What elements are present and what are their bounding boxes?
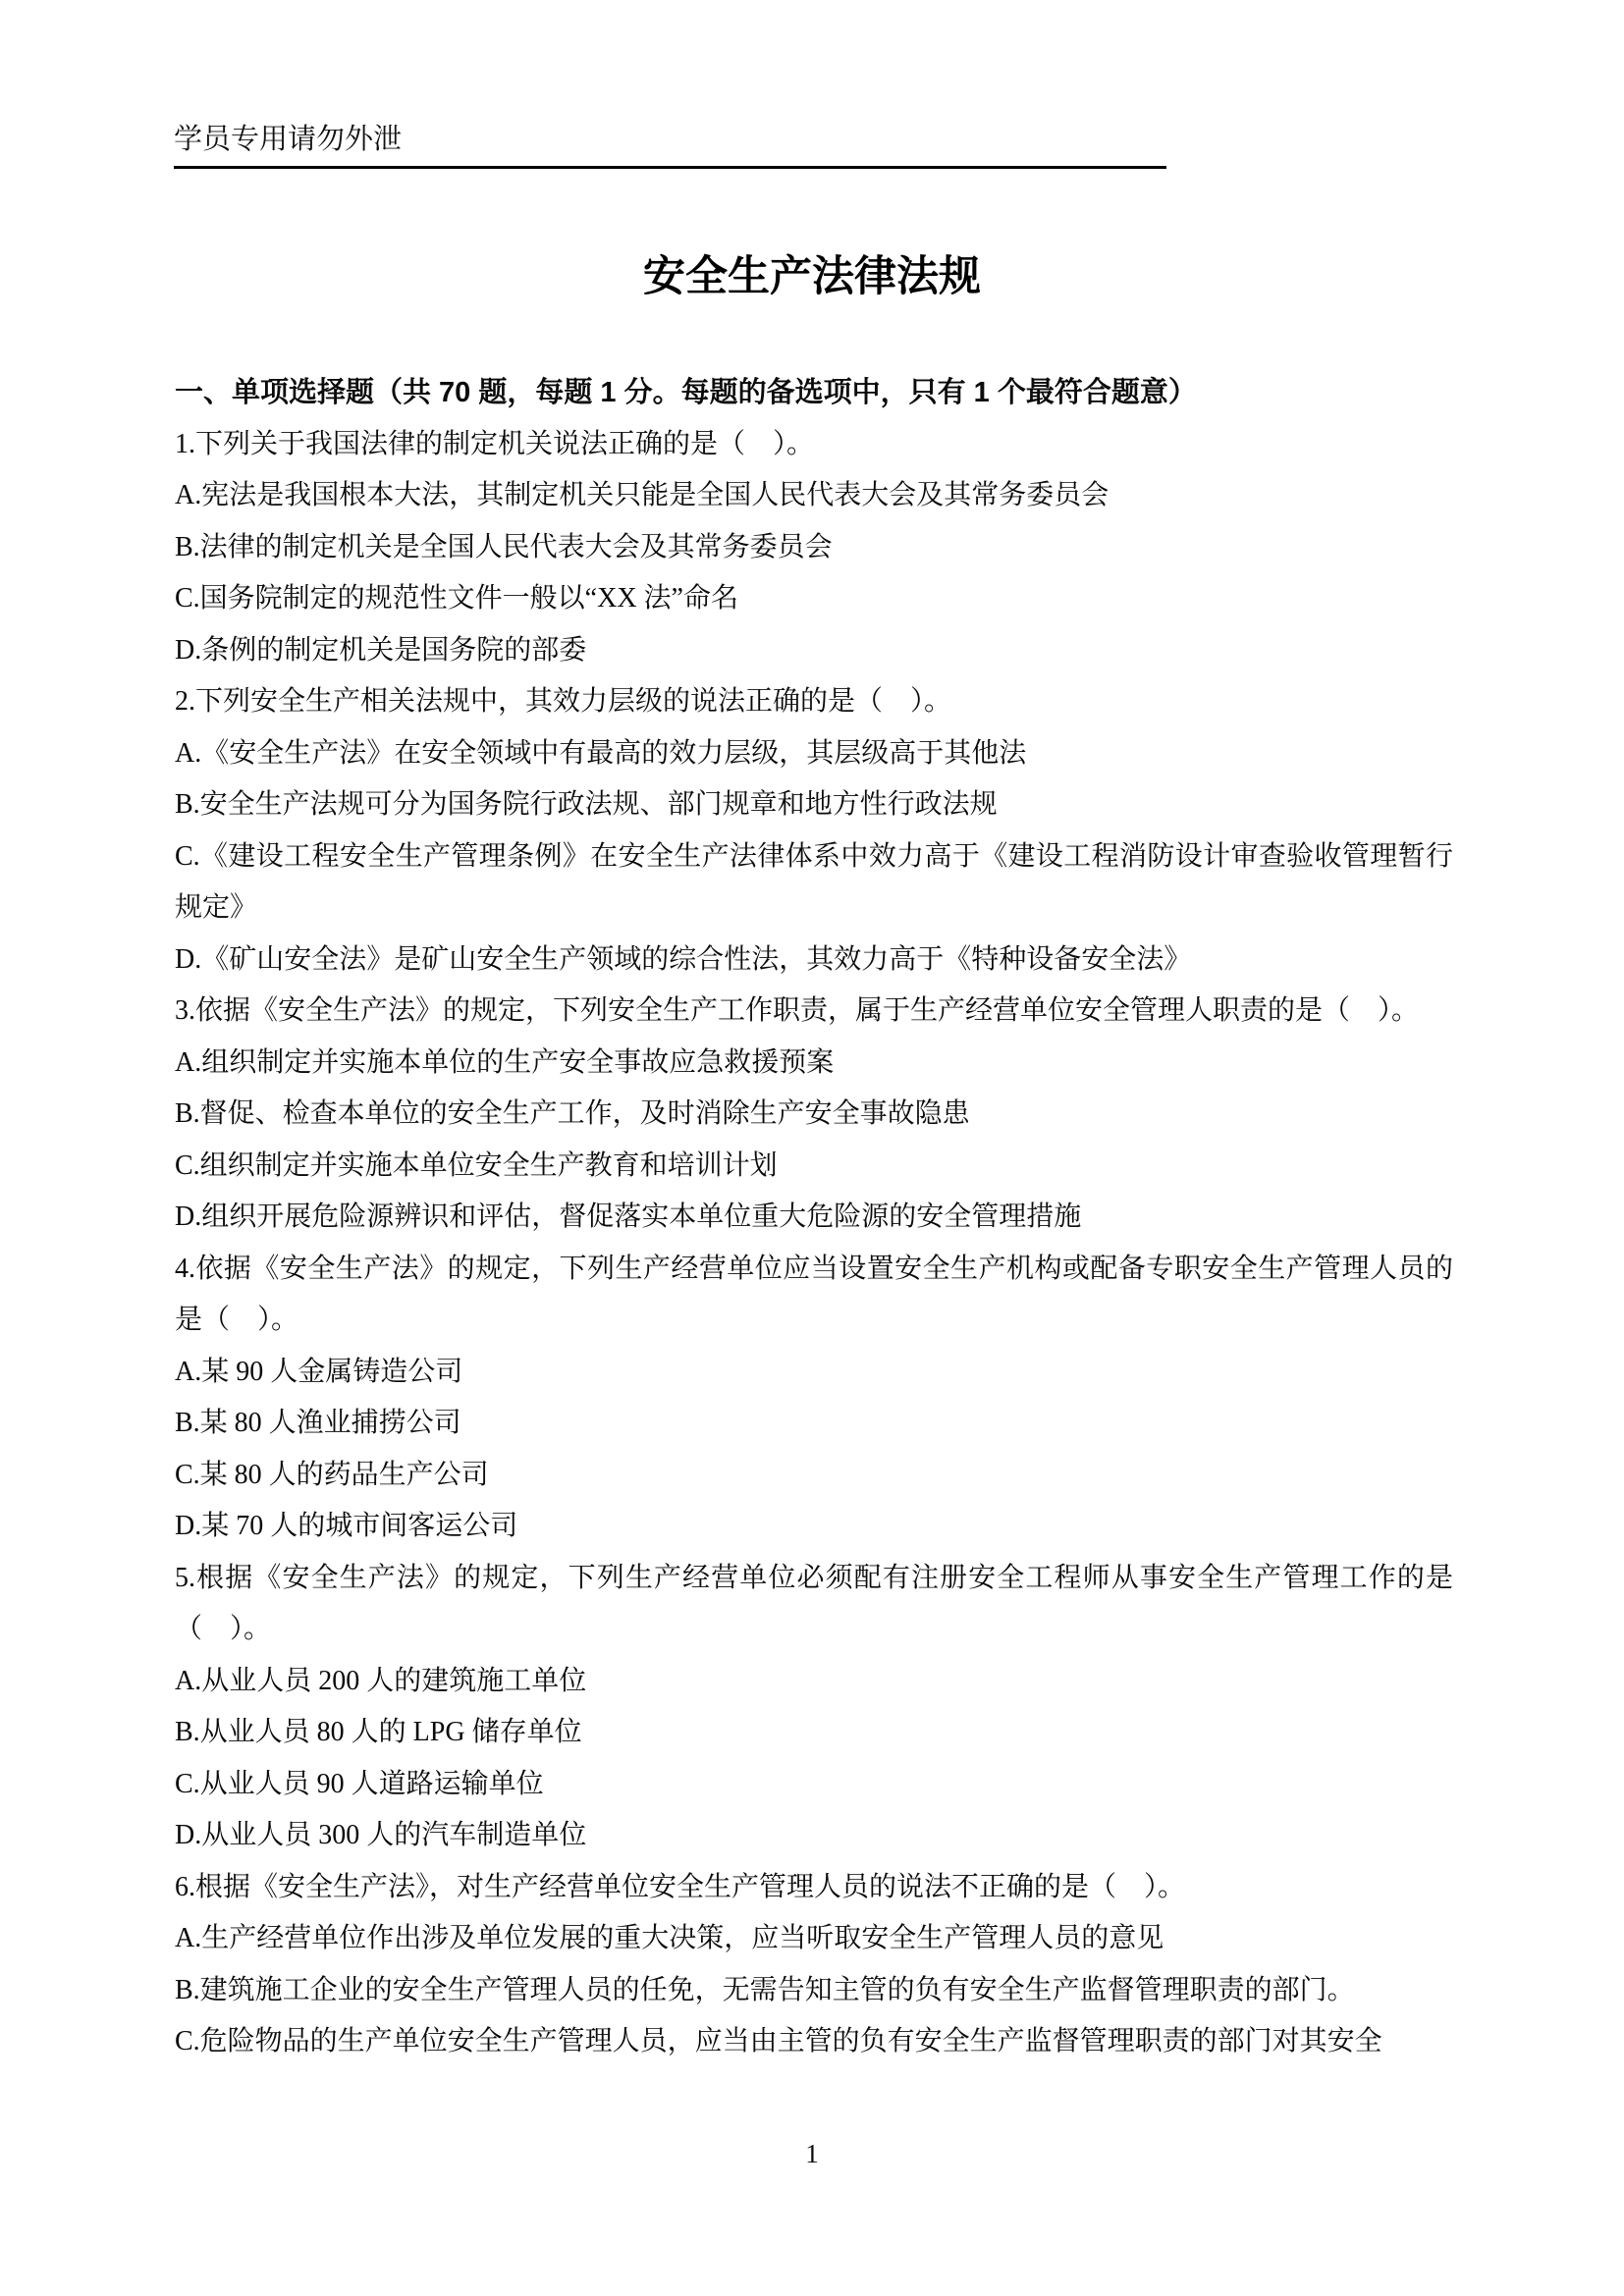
page-title: 安全生产法律法规: [643, 253, 981, 300]
question-6-stem: 6.根据《安全生产法》，对生产经营单位安全生产管理人员的说法不正确的是（ ）。: [175, 1871, 1186, 1902]
question-5-option-a: A.从业人员 200 人的建筑施工单位: [175, 1665, 587, 1696]
header-rule: [174, 166, 1166, 169]
question-1-option-d: D.条例的制定机关是国务院的部委: [175, 634, 587, 666]
question-4: [175, 1244, 1453, 1553]
question-6-option-a: A.生产经营单位作出涉及单位发展的重大决策，应当听取安全生产管理人员的意见: [175, 1923, 1164, 1953]
question-2-option-d: D.《矿山安全法》是矿山安全生产领域的综合性法，其效力高于《特种设备安全法》: [175, 943, 1192, 975]
question-4-option-b: B.某 80 人渔业捕捞公司: [175, 1408, 461, 1438]
question-1: [175, 419, 1453, 677]
page-number: 1: [805, 2139, 819, 2168]
question-1-option-b: B.法律的制定机关是全国人民代表大会及其常务委员会: [175, 531, 833, 562]
question-6-option-b: B.建筑施工企业的安全生产管理人员的任免，无需告知主管的负有安全生产监督管理职责的部门。: [175, 1974, 1355, 2005]
question-3-option-d: D.组织开展危险源辨识和评估，督促落实本单位重大危险源的安全管理措施: [175, 1201, 1082, 1232]
question-3-option-a: A.组织制定并实施本单位的生产安全事故应急救援预案: [175, 1046, 835, 1078]
question-3-stem: 3.依据《安全生产法》的规定，下列安全生产工作职责，属于生产经营单位安全管理人职责的是（ ）。: [175, 995, 1420, 1026]
question-3-option-b: B.督促、检查本单位的安全生产工作，及时消除生产安全事故隐患: [175, 1098, 970, 1129]
question-5-option-d: D.从业人员 300 人的汽车制造单位: [175, 1820, 587, 1850]
question-5-option-c: C.从业人员 90 人道路运输单位: [175, 1768, 544, 1799]
question-3-option-c: C.组织制定并实施本单位安全生产教育和培训计划: [175, 1149, 778, 1181]
question-1-stem: 1.下列关于我国法律的制定机关说法正确的是（ ）。: [175, 428, 815, 459]
question-4-stem: 4.依据《安全生产法》的规定，下列生产经营单位应当设置安全生产机构或配备专职安全生产管理人员的是（ ）。: [175, 1253, 1453, 1335]
question-4-option-a: A.某 90 人金属铸造公司: [175, 1356, 463, 1387]
question-2: [175, 676, 1453, 986]
question-5-option-b: B.从业人员 80 人的 LPG 储存单位: [175, 1717, 582, 1747]
question-3: [175, 986, 1453, 1244]
question-4-option-d: D.某 70 人的城市间客运公司: [175, 1511, 518, 1541]
section-heading: 一、单项选择题（共 70 题，每题 1 分。每题的备选项中，只有 1 个最符合题意）: [175, 377, 1197, 408]
question-5-stem: 5.根据《安全生产法》的规定，下列生产经营单位必须配有注册安全工程师从事安全生产管理工作的是（ ）。: [175, 1562, 1453, 1644]
question-4-option-c: C.某 80 人的药品生产公司: [175, 1459, 489, 1490]
exam-body: [175, 367, 1453, 2068]
question-1-option-a: A.宪法是我国根本大法，其制定机关只能是全国人民代表大会及其常务委员会: [175, 480, 1110, 510]
question-2-option-c: C.《建设工程安全生产管理条例》在安全生产法律体系中效力高于《建设工程消防设计审查验收管理暂行规定》: [175, 840, 1453, 923]
question-2-option-b: B.安全生产法规可分为国务院行政法规、部门规章和地方性行政法规: [175, 789, 998, 820]
question-2-option-a: A.《安全生产法》在安全领域中有最高的效力层级，其层级高于其他法: [175, 737, 1027, 769]
question-2-stem: 2.下列安全生产相关法规中，其效力层级的说法正确的是（ ）。: [175, 686, 952, 717]
question-6-option-c: C.危险物品的生产单位安全生产管理人员，应当由主管的负有安全生产监督管理职责的部门对其安全: [175, 2026, 1382, 2056]
confidential-notice: 学员专用请勿外泄: [174, 124, 403, 155]
question-6: [175, 1862, 1453, 2068]
question-1-option-c: C.国务院制定的规范性文件一般以“XX 法”命名: [175, 583, 738, 614]
question-5: [175, 1553, 1453, 1862]
